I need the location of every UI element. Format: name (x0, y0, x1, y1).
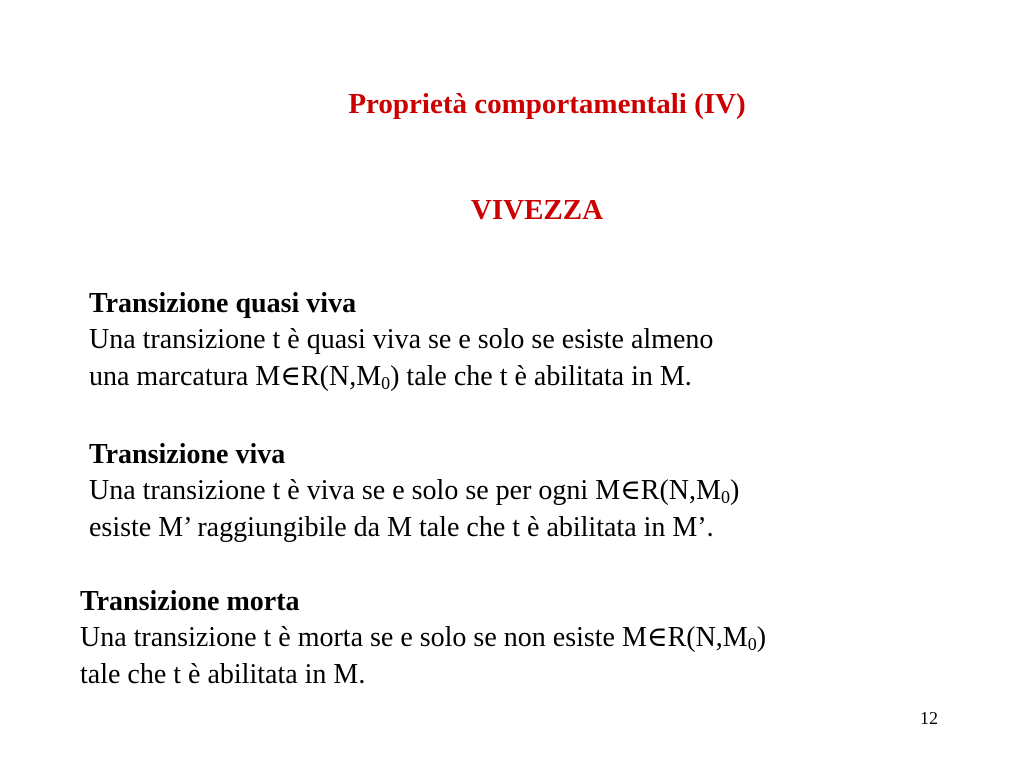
section-morta (80, 584, 766, 693)
section-line: tale che t è abilitata in M. (80, 658, 366, 690)
text-fragment: Una transizione t è viva se e solo se per ogni M∈R(N,M (89, 475, 721, 507)
section-heading: Transizione viva (89, 439, 286, 470)
section-heading: Transizione quasi viva (89, 288, 357, 319)
section-line: esiste M’ raggiungibile da M tale che t è abilitata in M’. (89, 511, 714, 543)
page-number: 12 (920, 708, 938, 728)
text-fragment: ) (729, 475, 740, 507)
subscript: 0 (747, 634, 757, 655)
text-fragment: ) (756, 622, 767, 654)
slide-subtitle: VIVEZZA (470, 194, 604, 226)
section-heading: Transizione morta (80, 586, 300, 617)
text-fragment: ) tale che t è abilitata in M. (390, 360, 692, 392)
section-quasi-viva (89, 286, 713, 395)
text-fragment: una marcatura M∈R(N,M (89, 360, 382, 392)
section-line: Una transizione t è quasi viva se e solo se esiste almeno (89, 324, 714, 356)
section-viva (89, 437, 739, 546)
section-line (89, 473, 739, 509)
slide-title: Proprietà comportamentali (IV) (348, 88, 746, 120)
subscript: 0 (720, 487, 730, 508)
text-fragment: Una transizione t è morta se e solo se non esiste M∈R(N,M (80, 622, 748, 654)
subscript: 0 (381, 372, 391, 393)
section-line (80, 620, 766, 656)
section-line (89, 359, 713, 395)
